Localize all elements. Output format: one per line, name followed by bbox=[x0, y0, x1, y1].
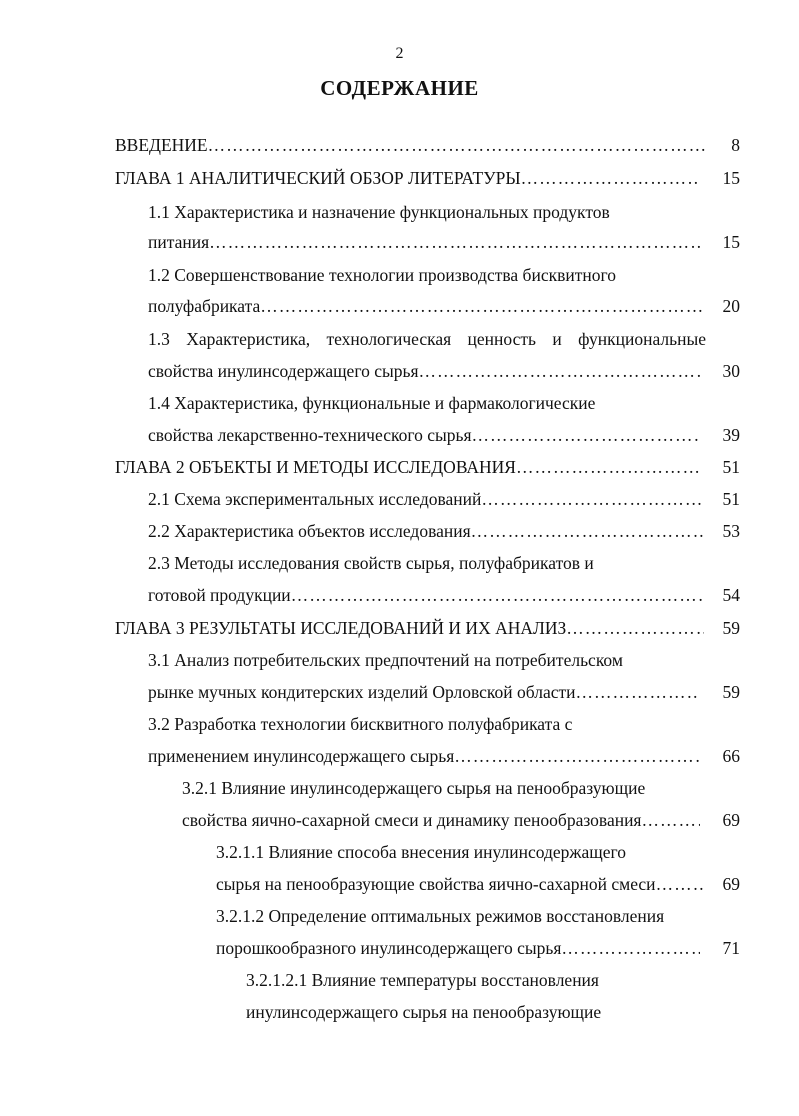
leader-dots bbox=[209, 230, 700, 254]
toc-entry-text: свойства лекарственно-технического сырья bbox=[148, 425, 472, 445]
leader-dots bbox=[516, 455, 700, 479]
toc-page-number: 51 bbox=[722, 457, 740, 477]
toc-page-number: 20 bbox=[722, 296, 740, 316]
page-title: СОДЕРЖАНИЕ bbox=[320, 76, 479, 100]
toc-entry-1-4-line2 bbox=[148, 423, 700, 447]
toc-entry-1-1-line1: 1.1 Характеристика и назначение функциональных продуктов bbox=[148, 202, 610, 222]
toc-entry-text: сырья на пенообразующие свойства яично-сахарной смеси bbox=[216, 874, 656, 894]
toc-entry-3-2-line2 bbox=[148, 744, 700, 768]
leader-dots bbox=[521, 166, 700, 190]
toc-entry-chapter-1 bbox=[115, 166, 700, 190]
toc-entry-intro bbox=[115, 133, 705, 157]
toc-entry-3-2-line1: 3.2 Разработка технологии бисквитного полуфабриката с bbox=[148, 714, 573, 734]
toc-entry-3-1-line1: 3.1 Анализ потребительских предпочтений на потребительском bbox=[148, 650, 623, 670]
toc-page-number: 66 bbox=[722, 746, 740, 766]
toc-page-number: 30 bbox=[722, 361, 740, 381]
toc-page-number: 59 bbox=[722, 618, 740, 638]
toc-entry-text: питания bbox=[148, 232, 210, 252]
toc-page-number: 39 bbox=[722, 425, 740, 445]
toc-entry-text: 2.1 Схема экспериментальных исследований bbox=[148, 489, 482, 509]
leader-dots bbox=[291, 583, 704, 607]
toc-entry-text: ГЛАВА 1 АНАЛИТИЧЕСКИЙ ОБЗОР ЛИТЕРАТУРЫ bbox=[115, 168, 521, 188]
toc-entry-text: применением инулинсодержащего сырья bbox=[148, 746, 455, 766]
leader-dots bbox=[561, 936, 700, 960]
toc-entry-text: ГЛАВА 2 ОБЪЕКТЫ И МЕТОДЫ ИССЛЕДОВАНИЯ bbox=[115, 457, 516, 477]
page-number: 2 bbox=[395, 45, 404, 62]
leader-dots bbox=[576, 680, 700, 704]
toc-entry-3-2-1-1-line2 bbox=[216, 872, 705, 896]
toc-entry-text: порошкообразного инулинсодержащего сырья bbox=[216, 938, 562, 958]
toc-entry-3-2-1-2-1-line2: инулинсодержащего сырья на пенообразующие bbox=[246, 1002, 602, 1022]
leader-dots bbox=[260, 294, 704, 318]
toc-page-number: 15 bbox=[722, 168, 740, 188]
toc-page-number: 69 bbox=[722, 810, 740, 830]
toc-entry-text: свойства инулинсодержащего сырья bbox=[148, 361, 419, 381]
toc-page-number: 54 bbox=[722, 585, 740, 605]
toc-page-number: 53 bbox=[722, 521, 740, 541]
toc-entry-2-3-line1: 2.3 Методы исследования свойств сырья, полуфабрикатов и bbox=[148, 553, 594, 573]
toc-page-number: 59 bbox=[722, 682, 740, 702]
leader-dots bbox=[471, 519, 704, 543]
toc-entry-1-2-line2 bbox=[148, 294, 704, 318]
toc-entry-2-2 bbox=[148, 519, 704, 543]
toc-entry-text: свойства яично-сахарной смеси и динамику пенообразования bbox=[182, 810, 642, 830]
toc-entry-1-4-line1: 1.4 Характеристика, функциональные и фармакологические bbox=[148, 393, 596, 413]
toc-entry-3-2-1-2-1-line1: 3.2.1.2.1 Влияние температуры восстановления bbox=[246, 970, 599, 990]
leader-dots bbox=[208, 133, 705, 157]
leader-dots bbox=[642, 808, 701, 832]
toc-entry-text: ВВЕДЕНИЕ bbox=[115, 135, 208, 155]
toc-entry-text: 2.2 Характеристика объектов исследования bbox=[148, 521, 471, 541]
toc-entry-text: рынке мучных кондитерских изделий Орловской области bbox=[148, 682, 576, 702]
toc-entry-text: ГЛАВА 3 РЕЗУЛЬТАТЫ ИССЛЕДОВАНИЙ И ИХ АНАЛИЗ bbox=[115, 618, 567, 638]
toc-entry-3-2-1-line1: 3.2.1 Влияние инулинсодержащего сырья на пенообразующие bbox=[182, 778, 646, 798]
toc-entry-3-1-line2 bbox=[148, 680, 700, 704]
toc-entry-3-2-1-1-line1: 3.2.1.1 Влияние способа внесения инулинсодержащего bbox=[216, 842, 627, 862]
toc-entry-text: готовой продукции bbox=[148, 585, 291, 605]
toc-entry-3-2-1-2-line1: 3.2.1.2 Определение оптимальных режимов восстановления bbox=[216, 906, 665, 926]
toc-page-number: 15 bbox=[722, 232, 740, 252]
toc-entry-2-1 bbox=[148, 487, 704, 511]
toc-page-number: 8 bbox=[731, 135, 740, 155]
toc-entry-2-3-line2 bbox=[148, 583, 704, 607]
toc-entry-text: полуфабриката bbox=[148, 296, 261, 316]
toc-entry-1-2-line1: 1.2 Совершенствование технологии производства бисквитного bbox=[148, 265, 616, 285]
leader-dots bbox=[566, 616, 704, 640]
leader-dots bbox=[481, 487, 704, 511]
toc-page-number: 71 bbox=[722, 938, 740, 958]
leader-dots bbox=[472, 423, 701, 447]
toc-page-number: 69 bbox=[722, 874, 740, 894]
toc-entry-1-3-line2 bbox=[148, 359, 700, 383]
toc-page-number: 51 bbox=[722, 489, 740, 509]
toc-entry-1-3-line1: 1.3 Характеристика, технологическая ценность и функциональные bbox=[148, 329, 706, 349]
toc-entry-3-2-1-2-line2 bbox=[216, 936, 700, 960]
toc-entry-1-1-line2 bbox=[148, 230, 700, 254]
leader-dots bbox=[656, 872, 705, 896]
toc-entry-chapter-3 bbox=[115, 616, 704, 640]
toc-entry-chapter-2 bbox=[115, 455, 700, 479]
leader-dots bbox=[454, 744, 700, 768]
toc-entry-3-2-1-line2 bbox=[182, 808, 700, 832]
leader-dots bbox=[419, 359, 701, 383]
